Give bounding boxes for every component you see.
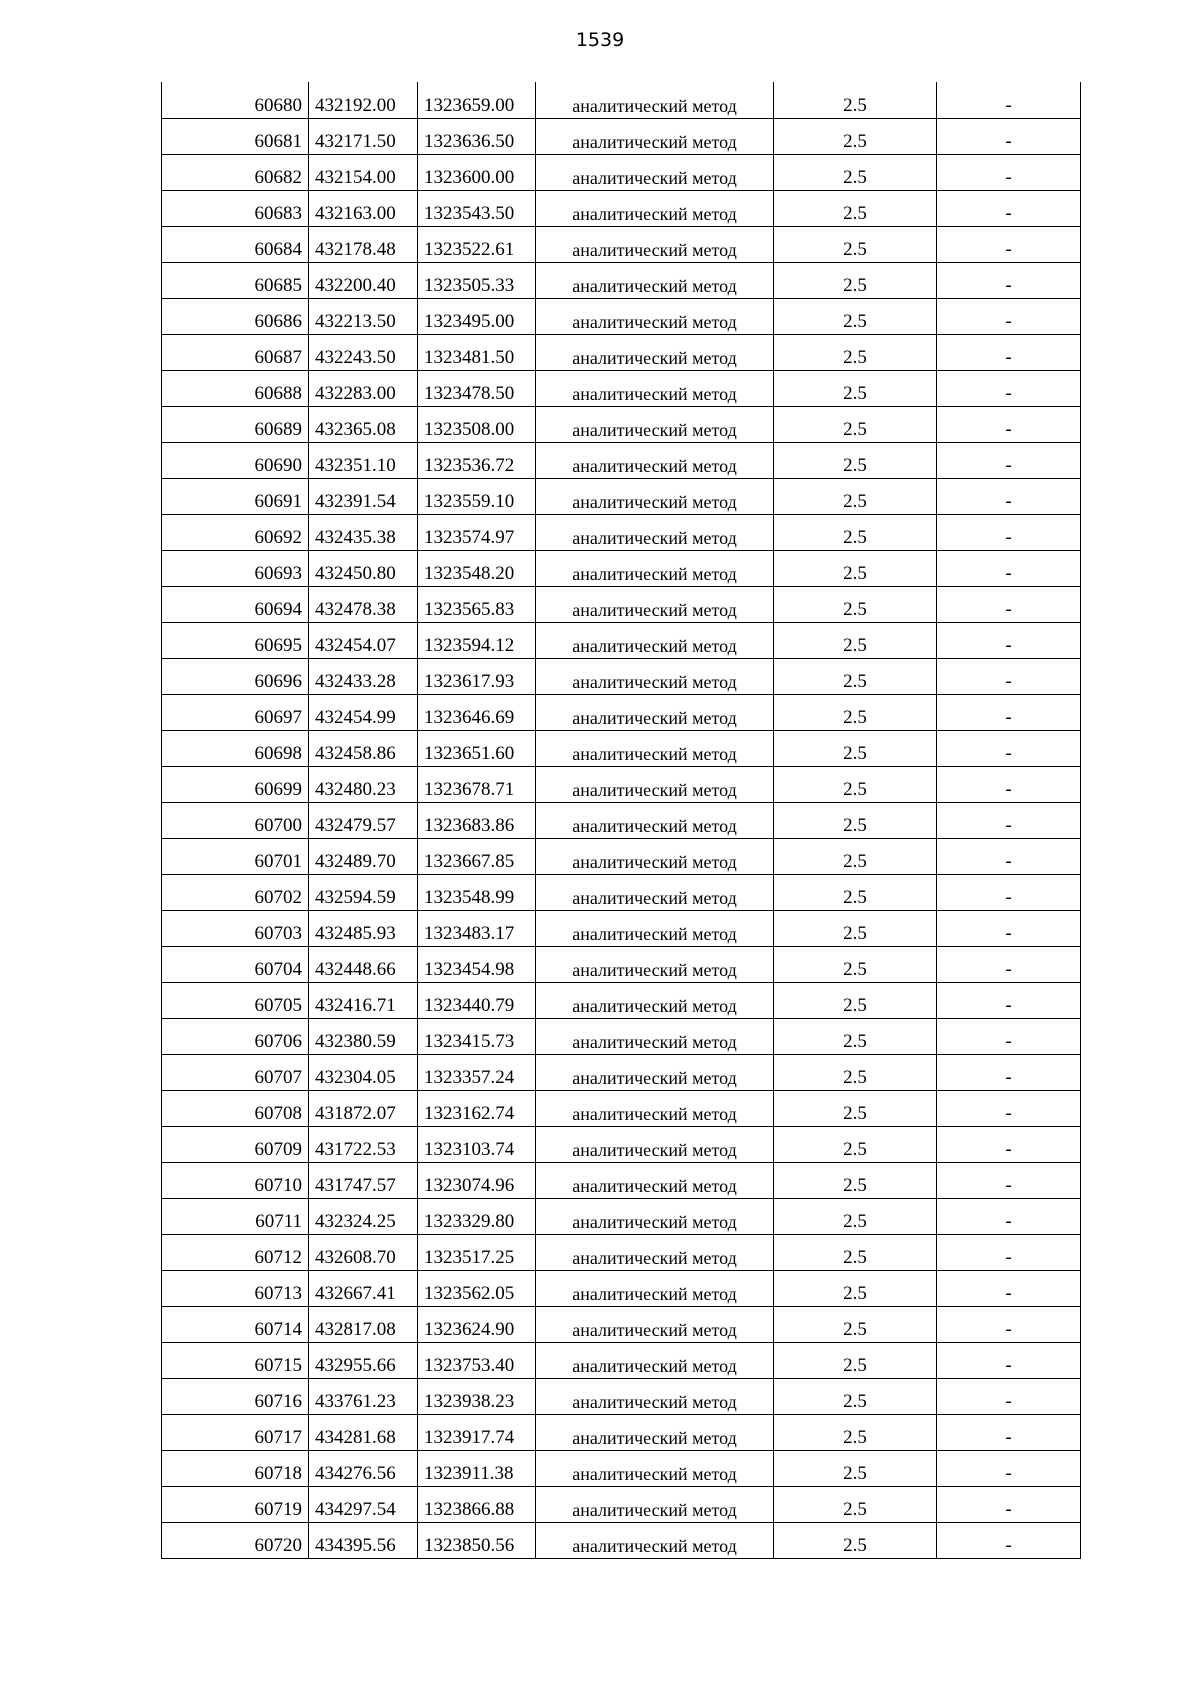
- y-coordinate-cell: 1323454.98: [418, 946, 536, 982]
- note-cell: -: [937, 982, 1081, 1018]
- point-number-cell: 60680: [162, 82, 309, 118]
- note-cell: -: [937, 694, 1081, 730]
- y-coordinate-cell: 1323478.50: [418, 370, 536, 406]
- table-row: [162, 1234, 1081, 1270]
- table-row: [162, 874, 1081, 910]
- note-cell: -: [937, 298, 1081, 334]
- table-row: [162, 1486, 1081, 1522]
- table-row: [162, 154, 1081, 190]
- method-cell: аналитический метод: [536, 586, 774, 622]
- x-coordinate-cell: 432154.00: [309, 154, 418, 190]
- method-cell: аналитический метод: [536, 298, 774, 334]
- table-row: [162, 1450, 1081, 1486]
- accuracy-cell: 2.5: [774, 1450, 937, 1486]
- method-cell: аналитический метод: [536, 1486, 774, 1522]
- accuracy-cell: 2.5: [774, 1378, 937, 1414]
- accuracy-cell: 2.5: [774, 190, 937, 226]
- note-cell: -: [937, 1018, 1081, 1054]
- accuracy-cell: 2.5: [774, 1270, 937, 1306]
- point-number-cell: 60710: [162, 1162, 309, 1198]
- table-row: [162, 226, 1081, 262]
- accuracy-cell: 2.5: [774, 946, 937, 982]
- y-coordinate-cell: 1323753.40: [418, 1342, 536, 1378]
- note-cell: -: [937, 1090, 1081, 1126]
- method-cell: аналитический метод: [536, 1450, 774, 1486]
- accuracy-cell: 2.5: [774, 838, 937, 874]
- x-coordinate-cell: 432448.66: [309, 946, 418, 982]
- coordinates-table: [161, 82, 1081, 1559]
- x-coordinate-cell: 432458.86: [309, 730, 418, 766]
- y-coordinate-cell: 1323536.72: [418, 442, 536, 478]
- accuracy-cell: 2.5: [774, 298, 937, 334]
- method-cell: аналитический метод: [536, 874, 774, 910]
- y-coordinate-cell: 1323495.00: [418, 298, 536, 334]
- x-coordinate-cell: 432365.08: [309, 406, 418, 442]
- page-number: 1539: [575, 29, 625, 51]
- table-row: [162, 334, 1081, 370]
- accuracy-cell: 2.5: [774, 1198, 937, 1234]
- table-row: [162, 838, 1081, 874]
- accuracy-cell: 2.5: [774, 694, 937, 730]
- method-cell: аналитический метод: [536, 1234, 774, 1270]
- y-coordinate-cell: 1323617.93: [418, 658, 536, 694]
- method-cell: аналитический метод: [536, 658, 774, 694]
- x-coordinate-cell: 432594.59: [309, 874, 418, 910]
- table-row: [162, 622, 1081, 658]
- x-coordinate-cell: 432416.71: [309, 982, 418, 1018]
- note-cell: -: [937, 262, 1081, 298]
- method-cell: аналитический метод: [536, 1162, 774, 1198]
- y-coordinate-cell: 1323574.97: [418, 514, 536, 550]
- x-coordinate-cell: 432485.93: [309, 910, 418, 946]
- x-coordinate-cell: 432433.28: [309, 658, 418, 694]
- accuracy-cell: 2.5: [774, 514, 937, 550]
- point-number-cell: 60719: [162, 1486, 309, 1522]
- method-cell: аналитический метод: [536, 946, 774, 982]
- y-coordinate-cell: 1323508.00: [418, 406, 536, 442]
- point-number-cell: 60709: [162, 1126, 309, 1162]
- method-cell: аналитический метод: [536, 1198, 774, 1234]
- x-coordinate-cell: 432608.70: [309, 1234, 418, 1270]
- y-coordinate-cell: 1323440.79: [418, 982, 536, 1018]
- table-row: [162, 1378, 1081, 1414]
- method-cell: аналитический метод: [536, 154, 774, 190]
- note-cell: -: [937, 226, 1081, 262]
- x-coordinate-cell: 434276.56: [309, 1450, 418, 1486]
- y-coordinate-cell: 1323562.05: [418, 1270, 536, 1306]
- x-coordinate-cell: 432480.23: [309, 766, 418, 802]
- x-coordinate-cell: 431872.07: [309, 1090, 418, 1126]
- accuracy-cell: 2.5: [774, 1342, 937, 1378]
- note-cell: -: [937, 622, 1081, 658]
- x-coordinate-cell: 432192.00: [309, 82, 418, 118]
- point-number-cell: 60707: [162, 1054, 309, 1090]
- y-coordinate-cell: 1323667.85: [418, 838, 536, 874]
- note-cell: -: [937, 1162, 1081, 1198]
- x-coordinate-cell: 431722.53: [309, 1126, 418, 1162]
- accuracy-cell: 2.5: [774, 1414, 937, 1450]
- method-cell: аналитический метод: [536, 1522, 774, 1558]
- accuracy-cell: 2.5: [774, 586, 937, 622]
- x-coordinate-cell: 434395.56: [309, 1522, 418, 1558]
- accuracy-cell: 2.5: [774, 1522, 937, 1558]
- table-row: [162, 1522, 1081, 1558]
- point-number-cell: 60684: [162, 226, 309, 262]
- point-number-cell: 60700: [162, 802, 309, 838]
- point-number-cell: 60713: [162, 1270, 309, 1306]
- x-coordinate-cell: 432243.50: [309, 334, 418, 370]
- table-row: [162, 946, 1081, 982]
- method-cell: аналитический метод: [536, 838, 774, 874]
- x-coordinate-cell: 432435.38: [309, 514, 418, 550]
- table-row: [162, 478, 1081, 514]
- x-coordinate-cell: 432324.25: [309, 1198, 418, 1234]
- table-row: [162, 1270, 1081, 1306]
- method-cell: аналитический метод: [536, 1414, 774, 1450]
- point-number-cell: 60686: [162, 298, 309, 334]
- note-cell: -: [937, 1522, 1081, 1558]
- table-row: [162, 298, 1081, 334]
- point-number-cell: 60682: [162, 154, 309, 190]
- accuracy-cell: 2.5: [774, 802, 937, 838]
- table-row: [162, 658, 1081, 694]
- x-coordinate-cell: 432200.40: [309, 262, 418, 298]
- point-number-cell: 60716: [162, 1378, 309, 1414]
- x-coordinate-cell: 432667.41: [309, 1270, 418, 1306]
- table-row: [162, 1018, 1081, 1054]
- y-coordinate-cell: 1323917.74: [418, 1414, 536, 1450]
- accuracy-cell: 2.5: [774, 550, 937, 586]
- y-coordinate-cell: 1323517.25: [418, 1234, 536, 1270]
- accuracy-cell: 2.5: [774, 1306, 937, 1342]
- accuracy-cell: 2.5: [774, 658, 937, 694]
- point-number-cell: 60687: [162, 334, 309, 370]
- y-coordinate-cell: 1323103.74: [418, 1126, 536, 1162]
- accuracy-cell: 2.5: [774, 478, 937, 514]
- accuracy-cell: 2.5: [774, 370, 937, 406]
- point-number-cell: 60718: [162, 1450, 309, 1486]
- x-coordinate-cell: 434297.54: [309, 1486, 418, 1522]
- note-cell: -: [937, 910, 1081, 946]
- note-cell: -: [937, 154, 1081, 190]
- x-coordinate-cell: 432489.70: [309, 838, 418, 874]
- note-cell: -: [937, 550, 1081, 586]
- x-coordinate-cell: 433761.23: [309, 1378, 418, 1414]
- table-row: [162, 82, 1081, 118]
- table-row: [162, 1198, 1081, 1234]
- x-coordinate-cell: 432213.50: [309, 298, 418, 334]
- method-cell: аналитический метод: [536, 1090, 774, 1126]
- point-number-cell: 60711: [162, 1198, 309, 1234]
- note-cell: -: [937, 82, 1081, 118]
- y-coordinate-cell: 1323911.38: [418, 1450, 536, 1486]
- table-row: [162, 1054, 1081, 1090]
- y-coordinate-cell: 1323683.86: [418, 802, 536, 838]
- method-cell: аналитический метод: [536, 802, 774, 838]
- point-number-cell: 60720: [162, 1522, 309, 1558]
- x-coordinate-cell: 432478.38: [309, 586, 418, 622]
- y-coordinate-cell: 1323357.24: [418, 1054, 536, 1090]
- point-number-cell: 60681: [162, 118, 309, 154]
- method-cell: аналитический метод: [536, 406, 774, 442]
- point-number-cell: 60712: [162, 1234, 309, 1270]
- table-row: [162, 1090, 1081, 1126]
- accuracy-cell: 2.5: [774, 82, 937, 118]
- note-cell: -: [937, 658, 1081, 694]
- table-row: [162, 1342, 1081, 1378]
- accuracy-cell: 2.5: [774, 982, 937, 1018]
- note-cell: -: [937, 1486, 1081, 1522]
- table-row: [162, 910, 1081, 946]
- point-number-cell: 60702: [162, 874, 309, 910]
- point-number-cell: 60699: [162, 766, 309, 802]
- table-row: [162, 1126, 1081, 1162]
- table-row: [162, 370, 1081, 406]
- method-cell: аналитический метод: [536, 370, 774, 406]
- note-cell: -: [937, 334, 1081, 370]
- accuracy-cell: 2.5: [774, 262, 937, 298]
- table-row: [162, 406, 1081, 442]
- y-coordinate-cell: 1323659.00: [418, 82, 536, 118]
- x-coordinate-cell: 432304.05: [309, 1054, 418, 1090]
- coordinates-table-body: [162, 82, 1081, 1558]
- table-row: [162, 730, 1081, 766]
- note-cell: -: [937, 514, 1081, 550]
- point-number-cell: 60704: [162, 946, 309, 982]
- y-coordinate-cell: 1323415.73: [418, 1018, 536, 1054]
- note-cell: -: [937, 1054, 1081, 1090]
- method-cell: аналитический метод: [536, 910, 774, 946]
- point-number-cell: 60701: [162, 838, 309, 874]
- y-coordinate-cell: 1323594.12: [418, 622, 536, 658]
- accuracy-cell: 2.5: [774, 334, 937, 370]
- note-cell: -: [937, 802, 1081, 838]
- y-coordinate-cell: 1323938.23: [418, 1378, 536, 1414]
- x-coordinate-cell: 432283.00: [309, 370, 418, 406]
- y-coordinate-cell: 1323481.50: [418, 334, 536, 370]
- table-row: [162, 262, 1081, 298]
- method-cell: аналитический метод: [536, 1342, 774, 1378]
- method-cell: аналитический метод: [536, 1270, 774, 1306]
- method-cell: аналитический метод: [536, 478, 774, 514]
- x-coordinate-cell: 432454.99: [309, 694, 418, 730]
- table-row: [162, 982, 1081, 1018]
- y-coordinate-cell: 1323559.10: [418, 478, 536, 514]
- y-coordinate-cell: 1323548.20: [418, 550, 536, 586]
- note-cell: -: [937, 730, 1081, 766]
- point-number-cell: 60698: [162, 730, 309, 766]
- note-cell: -: [937, 370, 1081, 406]
- note-cell: -: [937, 838, 1081, 874]
- x-coordinate-cell: 432817.08: [309, 1306, 418, 1342]
- x-coordinate-cell: 431747.57: [309, 1162, 418, 1198]
- note-cell: -: [937, 190, 1081, 226]
- y-coordinate-cell: 1323850.56: [418, 1522, 536, 1558]
- point-number-cell: 60708: [162, 1090, 309, 1126]
- method-cell: аналитический метод: [536, 442, 774, 478]
- accuracy-cell: 2.5: [774, 1234, 937, 1270]
- method-cell: аналитический метод: [536, 226, 774, 262]
- y-coordinate-cell: 1323600.00: [418, 154, 536, 190]
- note-cell: -: [937, 1126, 1081, 1162]
- method-cell: аналитический метод: [536, 550, 774, 586]
- point-number-cell: 60703: [162, 910, 309, 946]
- x-coordinate-cell: 432163.00: [309, 190, 418, 226]
- table-row: [162, 766, 1081, 802]
- accuracy-cell: 2.5: [774, 1090, 937, 1126]
- y-coordinate-cell: 1323074.96: [418, 1162, 536, 1198]
- method-cell: аналитический метод: [536, 1126, 774, 1162]
- note-cell: -: [937, 442, 1081, 478]
- table-row: [162, 1414, 1081, 1450]
- accuracy-cell: 2.5: [774, 226, 937, 262]
- x-coordinate-cell: 432351.10: [309, 442, 418, 478]
- method-cell: аналитический метод: [536, 622, 774, 658]
- x-coordinate-cell: 434281.68: [309, 1414, 418, 1450]
- accuracy-cell: 2.5: [774, 730, 937, 766]
- y-coordinate-cell: 1323565.83: [418, 586, 536, 622]
- table-row: [162, 118, 1081, 154]
- point-number-cell: 60693: [162, 550, 309, 586]
- accuracy-cell: 2.5: [774, 154, 937, 190]
- y-coordinate-cell: 1323522.61: [418, 226, 536, 262]
- point-number-cell: 60706: [162, 1018, 309, 1054]
- accuracy-cell: 2.5: [774, 1054, 937, 1090]
- y-coordinate-cell: 1323548.99: [418, 874, 536, 910]
- point-number-cell: 60688: [162, 370, 309, 406]
- accuracy-cell: 2.5: [774, 1162, 937, 1198]
- y-coordinate-cell: 1323329.80: [418, 1198, 536, 1234]
- note-cell: -: [937, 1306, 1081, 1342]
- note-cell: -: [937, 586, 1081, 622]
- table-row: [162, 550, 1081, 586]
- y-coordinate-cell: 1323505.33: [418, 262, 536, 298]
- note-cell: -: [937, 766, 1081, 802]
- point-number-cell: 60685: [162, 262, 309, 298]
- note-cell: -: [937, 946, 1081, 982]
- note-cell: -: [937, 1270, 1081, 1306]
- x-coordinate-cell: 432479.57: [309, 802, 418, 838]
- y-coordinate-cell: 1323651.60: [418, 730, 536, 766]
- table-row: [162, 442, 1081, 478]
- method-cell: аналитический метод: [536, 190, 774, 226]
- accuracy-cell: 2.5: [774, 1018, 937, 1054]
- x-coordinate-cell: 432380.59: [309, 1018, 418, 1054]
- accuracy-cell: 2.5: [774, 406, 937, 442]
- method-cell: аналитический метод: [536, 1306, 774, 1342]
- table-row: [162, 1306, 1081, 1342]
- note-cell: -: [937, 1378, 1081, 1414]
- note-cell: -: [937, 1450, 1081, 1486]
- method-cell: аналитический метод: [536, 730, 774, 766]
- y-coordinate-cell: 1323624.90: [418, 1306, 536, 1342]
- accuracy-cell: 2.5: [774, 766, 937, 802]
- method-cell: аналитический метод: [536, 766, 774, 802]
- point-number-cell: 60689: [162, 406, 309, 442]
- note-cell: -: [937, 118, 1081, 154]
- y-coordinate-cell: 1323636.50: [418, 118, 536, 154]
- accuracy-cell: 2.5: [774, 1126, 937, 1162]
- method-cell: аналитический метод: [536, 982, 774, 1018]
- point-number-cell: 60696: [162, 658, 309, 694]
- point-number-cell: 60714: [162, 1306, 309, 1342]
- x-coordinate-cell: 432454.07: [309, 622, 418, 658]
- y-coordinate-cell: 1323866.88: [418, 1486, 536, 1522]
- point-number-cell: 60697: [162, 694, 309, 730]
- point-number-cell: 60715: [162, 1342, 309, 1378]
- table-row: [162, 1162, 1081, 1198]
- method-cell: аналитический метод: [536, 514, 774, 550]
- y-coordinate-cell: 1323678.71: [418, 766, 536, 802]
- point-number-cell: 60690: [162, 442, 309, 478]
- table-row: [162, 586, 1081, 622]
- point-number-cell: 60691: [162, 478, 309, 514]
- x-coordinate-cell: 432391.54: [309, 478, 418, 514]
- x-coordinate-cell: 432171.50: [309, 118, 418, 154]
- y-coordinate-cell: 1323483.17: [418, 910, 536, 946]
- x-coordinate-cell: 432955.66: [309, 1342, 418, 1378]
- accuracy-cell: 2.5: [774, 1486, 937, 1522]
- accuracy-cell: 2.5: [774, 910, 937, 946]
- note-cell: -: [937, 874, 1081, 910]
- y-coordinate-cell: 1323646.69: [418, 694, 536, 730]
- note-cell: -: [937, 406, 1081, 442]
- note-cell: -: [937, 1198, 1081, 1234]
- point-number-cell: 60717: [162, 1414, 309, 1450]
- accuracy-cell: 2.5: [774, 874, 937, 910]
- note-cell: -: [937, 1414, 1081, 1450]
- y-coordinate-cell: 1323162.74: [418, 1090, 536, 1126]
- method-cell: аналитический метод: [536, 1018, 774, 1054]
- accuracy-cell: 2.5: [774, 622, 937, 658]
- method-cell: аналитический метод: [536, 118, 774, 154]
- y-coordinate-cell: 1323543.50: [418, 190, 536, 226]
- method-cell: аналитический метод: [536, 1378, 774, 1414]
- point-number-cell: 60692: [162, 514, 309, 550]
- method-cell: аналитический метод: [536, 262, 774, 298]
- accuracy-cell: 2.5: [774, 118, 937, 154]
- note-cell: -: [937, 478, 1081, 514]
- point-number-cell: 60695: [162, 622, 309, 658]
- table-row: [162, 190, 1081, 226]
- method-cell: аналитический метод: [536, 334, 774, 370]
- point-number-cell: 60683: [162, 190, 309, 226]
- table-row: [162, 514, 1081, 550]
- table-row: [162, 694, 1081, 730]
- note-cell: -: [937, 1234, 1081, 1270]
- point-number-cell: 60694: [162, 586, 309, 622]
- method-cell: аналитический метод: [536, 694, 774, 730]
- method-cell: аналитический метод: [536, 1054, 774, 1090]
- method-cell: аналитический метод: [536, 82, 774, 118]
- accuracy-cell: 2.5: [774, 442, 937, 478]
- point-number-cell: 60705: [162, 982, 309, 1018]
- table-row: [162, 802, 1081, 838]
- x-coordinate-cell: 432450.80: [309, 550, 418, 586]
- x-coordinate-cell: 432178.48: [309, 226, 418, 262]
- note-cell: -: [937, 1342, 1081, 1378]
